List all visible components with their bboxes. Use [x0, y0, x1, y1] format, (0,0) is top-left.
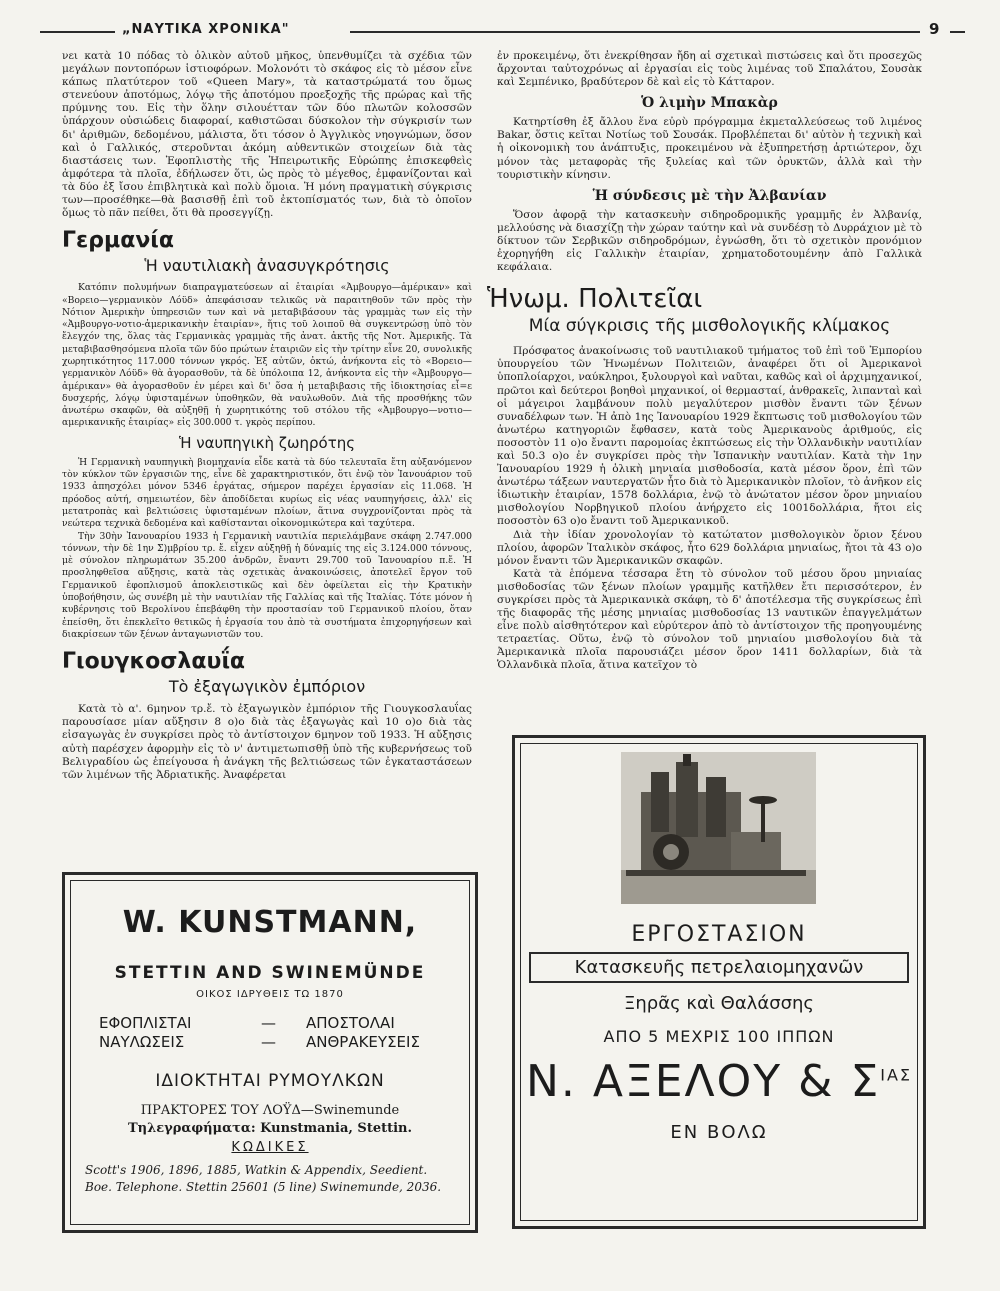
ad-code-line: Boe. Telephone. Stettin 25601 (5 line) Swinemunde, 2036. — [85, 1180, 442, 1194]
header-rule-left — [40, 31, 115, 33]
diesel-engine-illustration — [621, 752, 816, 904]
ad-dash: — — [261, 1014, 276, 1032]
ad-founded-line: ΟΙΚΟΣ ΙΔΡΥΘΕΙΣ ΤΩ 1870 — [196, 989, 344, 1000]
ad-service: ΝΑΥΛΩΣΕΙΣ — [99, 1033, 185, 1051]
subheading-bakar-port: Ὁ λιμὴν Μπακὰρ — [641, 95, 778, 112]
header-rule-right — [350, 31, 920, 33]
ad-dash: — — [261, 1033, 276, 1051]
ad-agents-line: ΠΡΑΚΤΟΡΕΣ ΤΟΥ ΛΟΫΔ—Swinemunde — [140, 1103, 400, 1118]
header-rule-end — [950, 31, 965, 33]
ad-owners-line: ΙΔΙΟΚΤΗΤΑΙ ΡΥΜΟΥΛΚΩΝ — [155, 1071, 385, 1091]
ad-codes-heading: ΚΩΔΙΚΕΣ — [231, 1140, 309, 1155]
section-heading-usa: Ἡνωμ. Πολιτεῖαι — [487, 284, 703, 315]
page-header — [40, 18, 965, 44]
page-number: 9 — [929, 20, 940, 38]
ad-service: ΑΝΘΡΑΚΕΥΣΕΙΣ — [306, 1033, 420, 1051]
paragraph: Κατὰ τὸ α'. 6μηνον τρ.ἔ. τὸ ἐξαγωγικὸν ἐμπόριον τῆς Γιουγκοσλαυΐας παρουσίασε μίαν αὔξησιν 8 ο)ο διὰ τὰς ἐξαγωγὰς καὶ 10 ο)ο διὰ τὰς εἰσαγωγὰς ἐν συγκρίσει πρὸς τὸ ἀντίστοιχον 6μηνον τοῦ 1933. Ἡ αὔξησις αὐτὴ παρέσχεν ἀφορμὴν εἰς τὸ ν' ἀντιμετωπισθῇ ὑπὸ τῆς κυβερνήσεως τοῦ Βελιγραδίου ὡς ἐπείγουσα ἡ ἀνάγκη τῆς βελτιώσεως τῶν ἐγκαταστάσεων τῶν λιμένων τῆς Ἀδριατικῆς. Ἀναφέρεται — [62, 703, 472, 781]
subheading-shipbuilding: Ἡ ναυπηγικὴ ζωηρότης — [178, 433, 356, 452]
paragraph: Πρόσφατος ἀνακοίνωσις τοῦ ναυτιλιακοῦ τμήματος τοῦ ἐπὶ τοῦ Ἐμπορίου ὑπουργείου τῶν Ἡνωμένων Πολιτειῶν, ἀναφέρει ὅτι οἱ Ἀμερικανοὶ ὑποπλοίαρχοι, ναύκληροι, ξυλουργοὶ καὶ ναῦται, καθῶς καὶ οἱ ἀρχιμηχανικοί, πρῶτοι καὶ δεύτεροι βοηθοὶ μηχανικοί, οἱ θερμασταί, ἀνθρακεῖς, λιπανταὶ καὶ οἱ μάγειροι λαμβάνουν πολὺ μεγαλύτερον μισθὸν ἔναντι τῶν ξένων συναδέλφων των. Ἡ ἀπὸ 1ης Ἰανουαρίου 1929 ἔκπτωσις τοῦ μισθολογίου τῶν ἀνωτέρω κατηγοριῶν ἔφθασεν, κατὰ τοὺς Ἀμερικανοὺς ἀριθμούς, εἰς ποσοστὸν 11 ο)ο ἔναντι παρομοίας ἐκπτώσεως εἰς τὴν Ὁλλανδικὴν ναυτιλίαν καὶ 50.3 ο)ο ἐν συγκρίσει πρὸς τὴν Ἰσπανικὴν ναυτιλίαν. Κατὰ τὴν 1ην Ἰανουαρίου 1929 ἡ ὁλικὴ μηνιαία μισθοδοσία, κατὰ μέσον ὅρον, ἐπὶ τῶν ἀνωτέρω τάξεων ναυτεργατῶν ἦτο διὰ τὸ Ἀμερικανικὸν πλοῖον, τὸ ἀνῆκον εἰς ἰδιωτικὴν ἑταιρίαν, 1578 δολλάρια, ἐνῷ τὸ ἀνώτατον μέσον ὅρον μηνιαίου μισθολογίου Νορβηγικοῦ πλοίου ἀνήρχετο εἰς 1001δολλάρια, ἤτοι εἰς ποσοστὸν 63 ο)ο ἔναντι τοῦ Ἀμερικανικοῦ. — [497, 345, 922, 528]
advertisement-kunstmann — [62, 872, 478, 1233]
ad-inner-frame — [70, 880, 470, 1225]
section-heading-yugoslavia: Γιουγκοσλαυΐα — [62, 649, 246, 675]
article-continuation: ἐν προκειμένῳ, ὅτι ἐνεκρίθησαν ἤδη αἱ σχετικαὶ πιστώσεις καὶ ὅτι προσεχῶς ἄρχονται ταὐτοχρόνως αἱ ἐργασίαι εἰς τοὺς λιμένας τοῦ Σπαλάτου, Σουσὰκ καὶ Σεμπένικο, βραδύτερον δὲ καὶ εἰς τὸ Κάτταρον. — [497, 50, 922, 89]
right-column — [487, 50, 922, 673]
article-continuation: νει κατὰ 10 πόδας τὸ ὁλικὸν αὐτοῦ μῆκος, ὑπενθυμίζει τὰ σχέδια τῶν μεγάλων ποντοπόρων ἱστιοφόρων. Μολονότι τὸ σκάφος εἰς τὸ μέσον εἶνε κάπως πλατύτερον τοῦ «Queen Mary», τὰ καταστρώματά του ὅμως στενεύουν ἀποτόμως, λόγῳ τῆς ἀποτόμου προεξοχῆς τῆς πρώρας καὶ τῆς πρύμνης του. Εἰς τὴν ὅλην σιλουέτταν τῶν δύο πλωτῶν κολοσσῶν ὑπάρχουν οὐσιώδεις διαφοραί, καθιστῶσαι δύσκολον τὴν σύγκρισίν των δι' ἀριθμῶν, δεδομένου, μάλιστα, ὅτι τόσον ὁ Ἀγγλικὸς νηογνώμων, ὅσον καὶ ὁ Γαλλικός, στεροῦνται ἀκόμη αὐθεντικῶν στοιχείων διὰ τὰς διαστάσεις των. Ἐφοπλιστὴς τῆς Ἠπειρωτικῆς Εὐρώπης ἐπισκεφθεὶς ἀμφότερα τὰ πλοῖα, ἐδήλωσεν ὅτι, ὡς πρὸς τὸ μέγεθος, ἐμφανίζονται καὶ τὰ δύο ἐξ ἴσου ἐπιβλητικὰ καὶ πολὺ ὅμοια. Ἡ μόνη πραγματικὴ σύγκρισις των—προσέθηκε—θὰ βασισθῇ ἐπὶ τοῦ ἐκτοπίσματός των, διὰ τὸ ὁποῖον ὅμως τὸ πᾶν πείθει, ὅτι θὰ προσεγγίζῃ. — [62, 50, 472, 220]
ad-company-cities: STETTIN AND SWINEMÜNDE — [114, 963, 426, 983]
ad-company-name: W. KUNSTMANN, — [122, 905, 418, 940]
ad-company-name-suffix: ΙΑΣ — [880, 1065, 913, 1085]
publication-title: „ΝΑΥΤΙΚΑ ΧΡΟΝΙΚΑ" — [122, 22, 290, 37]
ad-company-name-main: Ν. ΑΞΕΛΟΥ & Σ — [525, 1056, 881, 1107]
subheading-shipping-reconstruction: Ἡ ναυτιλιακὴ ἀνασυγκρότησις — [144, 256, 390, 276]
paragraph: Τὴν 30ὴν Ἰανουαρίου 1933 ἡ Γερμανικὴ ναυτιλία περιελάμβανε σκάφη 2.747.000 τόννων, τὴν δὲ 1ην Σ)μβρίου τρ. ἔ. εἶχεν αὐξηθῇ ἡ δύναμίς της εἰς 3.124.000 τόννους, μὲ σύνολον πληρωμάτων 35.200 ἀνδρῶν, ἔναντι 29.700 τοῦ Ἰανουαρίου π.ἔ. Ἡ προσληφθεῖσα αὔξησις, κατὰ τὰς σχετικὰς ἀνακοινώσεις, ἀποτελεῖ ἔργον τοῦ Γερμανικοῦ ἐφοπλισμοῦ ἀποκλειστικῶς καὶ δὲν ὀφείλεται εἰς τὴν Κρατικὴν ὑποβοήθησιν, ὡς συνέβη μὲ τὴν ναυτιλίαν τῆς Γαλλίας καὶ τῆς Ἰταλίας. Τότε μόνον ἡ κυβέρνησις τοῦ Βερολίνου ἐπεβάφθη τὴν προστασίαν τοῦ Γερμανικοῦ πλοίου, ὅταν ἐπείσθη, ὅτι ἐπεκλεῖτο θετικῶς ἡ ἐργασία του ἀπὸ τὰ συστήματα ἐπιχορηγήσεων καὶ διακρίσεων τῶν ξένων ἀνταγωνιστῶν του. — [62, 530, 472, 640]
paragraph: Κατόπιν πολυμήνων διαπραγματεύσεων αἱ ἑταιρίαι «Ἀμβουργο—ἀμέρικαν» καὶ «Βορειο—γερμανικὸν Λόϋδ» ἀπεφάσισαν τελικῶς νὰ παραιτηθοῦν τῶν πρὸς τὴν Νότιον Ἀμερικὴν ὑπηρεσιῶν των καὶ νὰ μεταβιβάσουν τὰς γραμμὰς των εἰς τὴν «Ἀμβουργο-νοτιο-ἀμερικανικὴν ἑταιρίαν», ἥτις τοῦ λοιποῦ θὰ συγκεντρώσῃ ὑπὸ τὸν ἔλεγχόν της, ὅλας τὰς Γερμανικὰς γραμμὰς τῆς ἀνατ. ἀκτῆς τῆς Νοτ. Ἀμερικῆς. Τὰ μεταβιβασθησόμενα πλοῖα τῶν δύο πρώτων ἑταιριῶν εἰς τὴν τρίτην εἶνε 20, συνολικῆς χωρητικότητος 117.000 τόννων γκρός. Ἐξ αὐτῶν, ὀκτώ, ἀνήκοντα εἰς τὸ «Βορειο—γερμανικὸν Λόϋδ» θὰ ἀγορασθοῦν, τὰ δὲ ὑπόλοιπα 12, ἀνήκοντα εἰς τὴν «Ἀμβουργο—ἀμέρικαν» θὰ ἀγορασθοῦν ἐν μέρει καὶ δι' ὅσα ἡ μεταβιβασις τῆς ἰδιοκτησίας εἶ=ε δυσχερής, λόγῳ ὑφισταμένων ὑποθηκῶν, θὰ ναυλωθοῦν. Διὰ τῆς προσθήκης τῶν ἀνωτέρω σκαφῶν, θὰ αὐξηθῇ ἡ χωρητικότης τοῦ στόλου τῆς «Ἀμβουργο—νοτιο—αμερικανικῆς ἑταιρίας» εἰς 300.000 τ. γκρὸς περίπου. — [62, 282, 472, 429]
ad-location: ΕΝ ΒΟΛΩ — [670, 1122, 768, 1143]
paragraph: Ἡ Γερμανικὴ ναυπηγικὴ βιομηχανία εἶδε κατὰ τὰ δύο τελευταῖα ἔτη αὐξανόμενον τὸν κύκλον τῶν ἐργασιῶν της, εἶνε δὲ χαρακτηριστικόν, ὅτι ἐνῷ τὸν Ἰανουάριον τοῦ 1933 ἀπησχόλει μόνον 5346 ἐργάτας, σήμερον παρέχει ἐργασίαν εἰς 11.068. Ἡ πρόοδος αὐτή, σημειωτέον, δὲν ἀποδίδεται κυρίως εἰς νέας ναυπηγήσεις, ἀλλ' εἰς μετατροπὰς καὶ βελτιώσεις ὑφισταμένων πλοίων, ἅτινα συγχρονίζονται πρὸς τὰ νεώτερα τεχνικὰ δεδομένα καὶ καθίστανται οἰκονομικώτερα καὶ ταχύτερα. — [62, 456, 472, 530]
ad-factory-scope: Ξηρᾶς καὶ Θαλάσσης — [624, 993, 814, 1014]
paragraph: Διὰ τὴν ἰδίαν χρονολογίαν τὸ κατώτατον μισθολογικὸν ὅριον ξένου πλοίου, ἀφορῶν Ἰταλικὸν σκάφος, ἦτο 629 δολλάρια μηνιαίως, ἤτοι τὰ 43 ο)ο μόνον ἔναντι τῶν Ἀμερικανικῶν σκαφῶν. — [497, 528, 922, 567]
ad-factory-title: ΕΡΓΟΣΤΑΣΙΟΝ — [631, 922, 807, 947]
paragraph: Κατὰ τὰ ἑπόμενα τέσσαρα ἔτη τὸ σύνολον τοῦ μέσου ὅρου μηνιαίας μισθοδοσίας τῶν ξένων πλοίων γραμμῆς κατῆλθεν ἔτι περισσότερον, ἐν συγκρίσει πρὸς τὰ Ἀμερικανικὰ σκάφη, τὸ δ' ἀποτέλεσμα τῆς συγκρίσεως ἐπὶ τῆς διαφορᾶς τῆς μέσης μηνιαίας μισθοδοσίας 13 ναυτικῶν ἐπαγγελμάτων εἶνε πολὺ αἰσθητότερον καὶ εὐρύτερον ἀπὸ τὸ ἀντίστοιχον τῆς προηγουμένης τετραετίας. Οὕτω, ἐνῷ τὸ σύνολον τοῦ μηνιαίου μισθολογίου διὰ τὰ Ἀμερικανικὰ πλοῖα παρουσιάζει μέσον ὅρον 1411 δολλαρίων, διὰ τὰ Ὁλλανδικὰ πλοῖα, ἅτινα κατεῖχον τὸ — [497, 567, 922, 672]
left-column — [62, 50, 472, 782]
advertisement-axelou — [512, 735, 926, 1229]
ad-service: ΕΦΟΠΛΙΣΤΑΙ — [99, 1014, 192, 1032]
ad-service: ΑΠΟΣΤΟΛΑΙ — [306, 1014, 395, 1032]
ad-telegraph-line: Τηλεγραφήματα: Kunstmania, Stettin. — [127, 1121, 413, 1136]
ad-code-line: Scott's 1906, 1896, 1885, Watkin & Appendix, Seedient. — [85, 1163, 428, 1177]
ad-company-name — [521, 1056, 917, 1107]
ad-horsepower-range: ΑΠΟ 5 ΜΕΧΡΙΣ 100 ΙΠΠΩΝ — [603, 1027, 835, 1046]
paragraph: Κατηρτίσθη ἐξ ἄλλου ἕνα εὐρὺ πρόγραμμα ἐκμεταλλεύσεως τοῦ λιμένος Bakar, ὅστις κεῖται Νοτίως τοῦ Σουσάκ. Προβλέπεται δι' αὐτὸν ἡ τεχνικὴ καὶ ἡ οἰκονομικὴ του ἀνάπτυξις, προκειμένου νὰ ἐξυπηρετήσῃ ἀρτιώτερον, ὄχι μόνον τὰς μεταφορὰς τῆς ξυλείας καὶ τῶν ὀρυκτῶν, ἀλλὰ καὶ τὴν τουριστικὴν κίνησιν. — [497, 116, 922, 181]
subheading-wage-comparison: Μία σύγκρισις τῆς μισθολογικῆς κλίμακος — [528, 316, 891, 337]
paragraph: Ὅσον ἀφορᾷ τὴν κατασκευὴν σιδηροδρομικῆς γραμμῆς ἐν Ἀλβανίᾳ, μελλούσης νὰ διασχίζῃ τὴν χώραν ταύτην καὶ νὰ συνδέσῃ τὸ Δυρράχιον μὲ τὸ δίκτυον τῶν Σερβικῶν σιδηροδρόμων, ἐγνώσθη, ὅτι τὸ σχετικὸν προνόμιον ἐχορηγήθη εἰς Γαλλικὴν ἑταιρίαν, χρηματοδοτουμένην ἀπὸ Γαλλικὰ κεφάλαια. — [497, 208, 922, 274]
subheading-albania-link: Ἡ σύνδεσις μὲ τὴν Ἀλβανίαν — [592, 187, 827, 204]
ad-inner-frame — [520, 743, 918, 1221]
ad-factory-product: Κατασκευῆς πετρελαιομηχανῶν — [529, 952, 909, 983]
section-heading-germany: Γερμανία — [62, 228, 174, 254]
subheading-export-trade: Τὸ ἐξαγωγικὸν ἐμπόριον — [168, 677, 366, 697]
